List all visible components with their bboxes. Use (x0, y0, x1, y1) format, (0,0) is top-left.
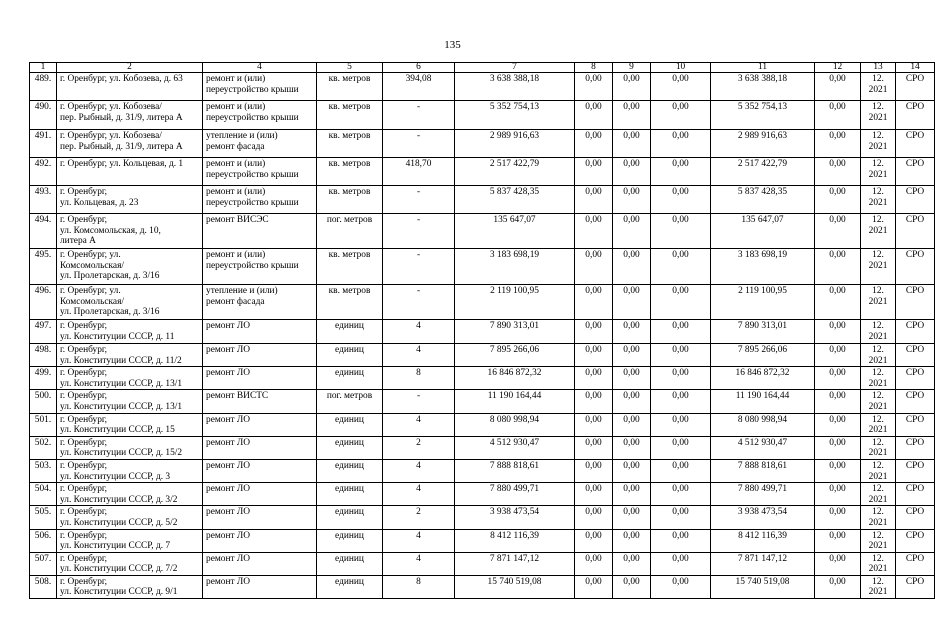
work-type-cell: ремонт и (или) переустройство крыши (203, 73, 317, 101)
completion-date-cell: 12. 2021 (861, 413, 896, 436)
total-cost-cell: 7 880 499,71 (455, 483, 575, 506)
funding-method-cell: СРО (896, 390, 935, 413)
quantity-cell: - (383, 249, 455, 285)
amount-cell: 0,00 (575, 344, 613, 367)
work-type-cell: ремонт и (или) переустройство крыши (203, 186, 317, 214)
completion-date-cell: 12. 2021 (861, 73, 896, 101)
total-cost-cell: 7 895 266,06 (455, 344, 575, 367)
completion-date-cell: 12. 2021 (861, 186, 896, 214)
total-cost-cell: 5 352 754,13 (455, 101, 575, 130)
amount-cell: 0,00 (651, 436, 711, 459)
work-type-cell: ремонт и (или) переустройство крыши (203, 101, 317, 130)
amount-cell: 0,00 (651, 506, 711, 529)
row-number: 504. (30, 483, 57, 506)
column-header: 14 (896, 63, 935, 73)
completion-date-cell: 12. 2021 (861, 285, 896, 320)
address-cell: г. Оренбург, ул. Кобозева, д. 63 (57, 73, 203, 101)
address-cell: г. Оренбург, ул. Конституции СССР, д. 11/2 (57, 344, 203, 367)
amount-cell: 0,00 (815, 367, 861, 390)
amount-cell: 0,00 (651, 186, 711, 214)
amount-cell: 0,00 (815, 390, 861, 413)
unit-cell: единиц (317, 575, 383, 598)
amount-cell: 2 119 100,95 (711, 285, 815, 320)
quantity-cell: - (383, 390, 455, 413)
funding-method-cell: СРО (896, 436, 935, 459)
funding-method-cell: СРО (896, 483, 935, 506)
row-number: 494. (30, 214, 57, 249)
amount-cell: 0,00 (575, 436, 613, 459)
completion-date-cell: 12. 2021 (861, 390, 896, 413)
row-number: 492. (30, 158, 57, 186)
amount-cell: 2 517 422,79 (711, 158, 815, 186)
amount-cell: 0,00 (575, 506, 613, 529)
total-cost-cell: 3 183 698,19 (455, 249, 575, 285)
amount-cell: 0,00 (575, 320, 613, 344)
quantity-cell: 394,08 (383, 73, 455, 101)
unit-cell: кв. метров (317, 101, 383, 130)
unit-cell: единиц (317, 367, 383, 390)
table-row (30, 130, 935, 158)
amount-cell: 0,00 (613, 73, 651, 101)
amount-cell: 7 888 818,61 (711, 459, 815, 482)
amount-cell: 0,00 (651, 529, 711, 552)
amount-cell: 0,00 (613, 367, 651, 390)
table-row (30, 367, 935, 390)
amount-cell: 0,00 (575, 73, 613, 101)
amount-cell: 8 080 998,94 (711, 413, 815, 436)
page-number: 135 (444, 39, 461, 51)
quantity-cell: - (383, 186, 455, 214)
amount-cell: 0,00 (815, 130, 861, 158)
column-header: 12 (815, 63, 861, 73)
amount-cell: 0,00 (613, 101, 651, 130)
funding-method-cell: СРО (896, 73, 935, 101)
amount-cell: 0,00 (815, 73, 861, 101)
amount-cell: 0,00 (613, 186, 651, 214)
unit-cell: пог. метров (317, 214, 383, 249)
amount-cell: 8 412 116,39 (711, 529, 815, 552)
total-cost-cell: 11 190 164,44 (455, 390, 575, 413)
table-row (30, 483, 935, 506)
amount-cell: 0,00 (651, 575, 711, 598)
funding-method-cell: СРО (896, 367, 935, 390)
unit-cell: единиц (317, 436, 383, 459)
address-cell: г. Оренбург, ул. Конституции СССР, д. 7/2 (57, 552, 203, 575)
amount-cell: 15 740 519,08 (711, 575, 815, 598)
work-type-cell: ремонт ЛО (203, 529, 317, 552)
amount-cell: 0,00 (613, 483, 651, 506)
amount-cell: 0,00 (613, 436, 651, 459)
amount-cell: 0,00 (613, 249, 651, 285)
completion-date-cell: 12. 2021 (861, 575, 896, 598)
funding-method-cell: СРО (896, 158, 935, 186)
table-row (30, 436, 935, 459)
quantity-cell: 4 (383, 483, 455, 506)
funding-method-cell: СРО (896, 575, 935, 598)
column-header: 11 (711, 63, 815, 73)
quantity-cell: 4 (383, 413, 455, 436)
funding-method-cell: СРО (896, 552, 935, 575)
amount-cell: 0,00 (651, 413, 711, 436)
amount-cell: 0,00 (575, 285, 613, 320)
amount-cell: 0,00 (815, 413, 861, 436)
address-cell: г. Оренбург, ул. Конституции СССР, д. 5/2 (57, 506, 203, 529)
amount-cell: 0,00 (575, 101, 613, 130)
address-cell: г. Оренбург, ул. Кобозева/ пер. Рыбный, д. 31/9, литера А (57, 130, 203, 158)
amount-cell: 2 989 916,63 (711, 130, 815, 158)
table-row (30, 73, 935, 101)
amount-cell: 5 837 428,35 (711, 186, 815, 214)
funding-method-cell: СРО (896, 214, 935, 249)
total-cost-cell: 8 080 998,94 (455, 413, 575, 436)
row-number: 493. (30, 186, 57, 214)
work-type-cell: ремонт ЛО (203, 459, 317, 482)
table-row (30, 101, 935, 130)
table-row (30, 390, 935, 413)
work-type-cell: ремонт ЛО (203, 436, 317, 459)
row-number: 505. (30, 506, 57, 529)
total-cost-cell: 7 871 147,12 (455, 552, 575, 575)
amount-cell: 0,00 (613, 285, 651, 320)
funding-method-cell: СРО (896, 459, 935, 482)
quantity-cell: 2 (383, 436, 455, 459)
amount-cell: 7 890 313,01 (711, 320, 815, 344)
amount-cell: 0,00 (651, 552, 711, 575)
row-number: 508. (30, 575, 57, 598)
completion-date-cell: 12. 2021 (861, 249, 896, 285)
funding-method-cell: СРО (896, 344, 935, 367)
work-type-cell: ремонт ЛО (203, 506, 317, 529)
repair-register-table (29, 62, 935, 599)
table-row (30, 320, 935, 344)
row-number: 499. (30, 367, 57, 390)
table-row (30, 552, 935, 575)
amount-cell: 0,00 (575, 483, 613, 506)
unit-cell: кв. метров (317, 130, 383, 158)
amount-cell: 0,00 (613, 158, 651, 186)
amount-cell: 135 647,07 (711, 214, 815, 249)
work-type-cell: утепление и (или) ремонт фасада (203, 130, 317, 158)
amount-cell: 0,00 (815, 506, 861, 529)
row-number: 489. (30, 73, 57, 101)
amount-cell: 0,00 (575, 390, 613, 413)
funding-method-cell: СРО (896, 320, 935, 344)
table-row (30, 506, 935, 529)
funding-method-cell: СРО (896, 285, 935, 320)
amount-cell: 0,00 (613, 529, 651, 552)
unit-cell: кв. метров (317, 186, 383, 214)
amount-cell: 3 938 473,54 (711, 506, 815, 529)
unit-cell: кв. метров (317, 285, 383, 320)
amount-cell: 7 871 147,12 (711, 552, 815, 575)
amount-cell: 0,00 (575, 529, 613, 552)
table-header (30, 63, 935, 73)
address-cell: г. Оренбург, ул. Конституции СССР, д. 13/1 (57, 390, 203, 413)
work-type-cell: ремонт ВИСТС (203, 390, 317, 413)
column-header: 1 (30, 63, 57, 73)
amount-cell: 0,00 (815, 285, 861, 320)
row-number: 491. (30, 130, 57, 158)
address-cell: г. Оренбург, ул. Конституции СССР, д. 11 (57, 320, 203, 344)
amount-cell: 3 183 698,19 (711, 249, 815, 285)
funding-method-cell: СРО (896, 101, 935, 130)
completion-date-cell: 12. 2021 (861, 483, 896, 506)
work-type-cell: ремонт ЛО (203, 552, 317, 575)
total-cost-cell: 135 647,07 (455, 214, 575, 249)
address-cell: г. Оренбург, ул. Кобозева/ пер. Рыбный, д. 31/9, литера А (57, 101, 203, 130)
address-cell: г. Оренбург, ул. Конституции СССР, д. 15/2 (57, 436, 203, 459)
column-header: 8 (575, 63, 613, 73)
amount-cell: 0,00 (613, 506, 651, 529)
address-cell: г. Оренбург, ул. Конституции СССР, д. 3/2 (57, 483, 203, 506)
work-type-cell: ремонт ВИСЭС (203, 214, 317, 249)
amount-cell: 0,00 (651, 285, 711, 320)
total-cost-cell: 3 938 473,54 (455, 506, 575, 529)
amount-cell: 0,00 (613, 459, 651, 482)
completion-date-cell: 12. 2021 (861, 130, 896, 158)
total-cost-cell: 5 837 428,35 (455, 186, 575, 214)
address-cell: г. Оренбург, ул. Комсомольская/ ул. Пролетарская, д. 3/16 (57, 285, 203, 320)
amount-cell: 0,00 (815, 459, 861, 482)
row-number: 496. (30, 285, 57, 320)
column-header: 6 (383, 63, 455, 73)
unit-cell: единиц (317, 320, 383, 344)
work-type-cell: утепление и (или) ремонт фасада (203, 285, 317, 320)
amount-cell: 0,00 (651, 249, 711, 285)
work-type-cell: ремонт и (или) переустройство крыши (203, 158, 317, 186)
column-number-row (30, 63, 935, 73)
funding-method-cell: СРО (896, 413, 935, 436)
amount-cell: 7 895 266,06 (711, 344, 815, 367)
unit-cell: единиц (317, 413, 383, 436)
unit-cell: пог. метров (317, 390, 383, 413)
amount-cell: 0,00 (575, 575, 613, 598)
unit-cell: единиц (317, 552, 383, 575)
work-type-cell: ремонт и (или) переустройство крыши (203, 249, 317, 285)
amount-cell: 0,00 (651, 483, 711, 506)
completion-date-cell: 12. 2021 (861, 459, 896, 482)
funding-method-cell: СРО (896, 529, 935, 552)
address-cell: г. Оренбург, ул. Конституции СССР, д. 9/1 (57, 575, 203, 598)
table-row (30, 186, 935, 214)
amount-cell: 0,00 (815, 483, 861, 506)
address-cell: г. Оренбург, ул. Комсомольская/ ул. Пролетарская, д. 3/16 (57, 249, 203, 285)
total-cost-cell: 2 517 422,79 (455, 158, 575, 186)
total-cost-cell: 2 119 100,95 (455, 285, 575, 320)
total-cost-cell: 3 638 388,18 (455, 73, 575, 101)
amount-cell: 0,00 (651, 130, 711, 158)
table-row (30, 285, 935, 320)
table-row (30, 214, 935, 249)
unit-cell: кв. метров (317, 158, 383, 186)
amount-cell: 0,00 (651, 367, 711, 390)
amount-cell: 0,00 (613, 130, 651, 158)
address-cell: г. Оренбург, ул. Кольцевая, д. 23 (57, 186, 203, 214)
amount-cell: 0,00 (613, 390, 651, 413)
amount-cell: 0,00 (815, 320, 861, 344)
amount-cell: 0,00 (815, 529, 861, 552)
row-number: 497. (30, 320, 57, 344)
column-header: 7 (455, 63, 575, 73)
work-type-cell: ремонт ЛО (203, 367, 317, 390)
amount-cell: 0,00 (651, 459, 711, 482)
amount-cell: 0,00 (815, 575, 861, 598)
work-type-cell: ремонт ЛО (203, 575, 317, 598)
work-type-cell: ремонт ЛО (203, 483, 317, 506)
completion-date-cell: 12. 2021 (861, 367, 896, 390)
total-cost-cell: 16 846 872,32 (455, 367, 575, 390)
completion-date-cell: 12. 2021 (861, 158, 896, 186)
amount-cell: 0,00 (651, 101, 711, 130)
completion-date-cell: 12. 2021 (861, 101, 896, 130)
table-row (30, 249, 935, 285)
amount-cell: 0,00 (575, 413, 613, 436)
total-cost-cell: 15 740 519,08 (455, 575, 575, 598)
quantity-cell: - (383, 101, 455, 130)
amount-cell: 0,00 (651, 73, 711, 101)
row-number: 501. (30, 413, 57, 436)
amount-cell: 11 190 164,44 (711, 390, 815, 413)
amount-cell: 0,00 (651, 344, 711, 367)
quantity-cell: 2 (383, 506, 455, 529)
address-cell: г. Оренбург, ул. Конституции СССР, д. 3 (57, 459, 203, 482)
row-number: 502. (30, 436, 57, 459)
amount-cell: 3 638 388,18 (711, 73, 815, 101)
completion-date-cell: 12. 2021 (861, 506, 896, 529)
total-cost-cell: 7 888 818,61 (455, 459, 575, 482)
row-number: 500. (30, 390, 57, 413)
table-row (30, 529, 935, 552)
amount-cell: 0,00 (575, 158, 613, 186)
row-number: 495. (30, 249, 57, 285)
total-cost-cell: 2 989 916,63 (455, 130, 575, 158)
work-type-cell: ремонт ЛО (203, 344, 317, 367)
quantity-cell: 4 (383, 320, 455, 344)
amount-cell: 0,00 (815, 344, 861, 367)
unit-cell: единиц (317, 506, 383, 529)
column-header: 5 (317, 63, 383, 73)
column-header: 10 (651, 63, 711, 73)
completion-date-cell: 12. 2021 (861, 214, 896, 249)
column-header: 13 (861, 63, 896, 73)
funding-method-cell: СРО (896, 249, 935, 285)
quantity-cell: - (383, 285, 455, 320)
address-cell: г. Оренбург, ул. Конституции СССР, д. 7 (57, 529, 203, 552)
address-cell: г. Оренбург, ул. Конституции СССР, д. 13/1 (57, 367, 203, 390)
unit-cell: единиц (317, 529, 383, 552)
address-cell: г. Оренбург, ул. Комсомольская, д. 10, литера А (57, 214, 203, 249)
amount-cell: 0,00 (815, 214, 861, 249)
quantity-cell: 8 (383, 575, 455, 598)
unit-cell: единиц (317, 459, 383, 482)
column-header: 2 (57, 63, 203, 73)
amount-cell: 0,00 (815, 552, 861, 575)
total-cost-cell: 8 412 116,39 (455, 529, 575, 552)
quantity-cell: 4 (383, 552, 455, 575)
completion-date-cell: 12. 2021 (861, 320, 896, 344)
amount-cell: 0,00 (651, 320, 711, 344)
amount-cell: 0,00 (613, 413, 651, 436)
funding-method-cell: СРО (896, 506, 935, 529)
address-cell: г. Оренбург, ул. Конституции СССР, д. 15 (57, 413, 203, 436)
row-number: 506. (30, 529, 57, 552)
amount-cell: 0,00 (815, 186, 861, 214)
amount-cell: 0,00 (613, 552, 651, 575)
row-number: 490. (30, 101, 57, 130)
amount-cell: 0,00 (651, 390, 711, 413)
quantity-cell: 4 (383, 529, 455, 552)
column-header: 9 (613, 63, 651, 73)
completion-date-cell: 12. 2021 (861, 436, 896, 459)
table-row (30, 459, 935, 482)
amount-cell: 0,00 (575, 249, 613, 285)
column-header: 4 (203, 63, 317, 73)
row-number: 498. (30, 344, 57, 367)
amount-cell: 16 846 872,32 (711, 367, 815, 390)
completion-date-cell: 12. 2021 (861, 529, 896, 552)
amount-cell: 0,00 (575, 130, 613, 158)
table-body (30, 73, 935, 599)
quantity-cell: 418,70 (383, 158, 455, 186)
unit-cell: единиц (317, 344, 383, 367)
table-row (30, 575, 935, 598)
amount-cell: 0,00 (575, 186, 613, 214)
quantity-cell: 4 (383, 459, 455, 482)
amount-cell: 0,00 (651, 158, 711, 186)
amount-cell: 7 880 499,71 (711, 483, 815, 506)
amount-cell: 5 352 754,13 (711, 101, 815, 130)
amount-cell: 0,00 (815, 158, 861, 186)
amount-cell: 0,00 (613, 575, 651, 598)
amount-cell: 0,00 (575, 214, 613, 249)
amount-cell: 0,00 (575, 367, 613, 390)
quantity-cell: 8 (383, 367, 455, 390)
unit-cell: кв. метров (317, 249, 383, 285)
row-number: 503. (30, 459, 57, 482)
work-type-cell: ремонт ЛО (203, 320, 317, 344)
funding-method-cell: СРО (896, 130, 935, 158)
amount-cell: 0,00 (613, 214, 651, 249)
total-cost-cell: 4 512 930,47 (455, 436, 575, 459)
amount-cell: 0,00 (651, 214, 711, 249)
address-cell: г. Оренбург, ул. Кольцевая, д. 1 (57, 158, 203, 186)
amount-cell: 0,00 (575, 552, 613, 575)
amount-cell: 0,00 (815, 436, 861, 459)
unit-cell: единиц (317, 483, 383, 506)
amount-cell: 0,00 (575, 459, 613, 482)
amount-cell: 0,00 (613, 344, 651, 367)
quantity-cell: 4 (383, 344, 455, 367)
completion-date-cell: 12. 2021 (861, 552, 896, 575)
work-type-cell: ремонт ЛО (203, 413, 317, 436)
table-row (30, 158, 935, 186)
amount-cell: 0,00 (815, 101, 861, 130)
table-row (30, 413, 935, 436)
unit-cell: кв. метров (317, 73, 383, 101)
completion-date-cell: 12. 2021 (861, 344, 896, 367)
amount-cell: 4 512 930,47 (711, 436, 815, 459)
quantity-cell: - (383, 214, 455, 249)
total-cost-cell: 7 890 313,01 (455, 320, 575, 344)
funding-method-cell: СРО (896, 186, 935, 214)
amount-cell: 0,00 (613, 320, 651, 344)
amount-cell: 0,00 (815, 249, 861, 285)
table-row (30, 344, 935, 367)
quantity-cell: - (383, 130, 455, 158)
row-number: 507. (30, 552, 57, 575)
